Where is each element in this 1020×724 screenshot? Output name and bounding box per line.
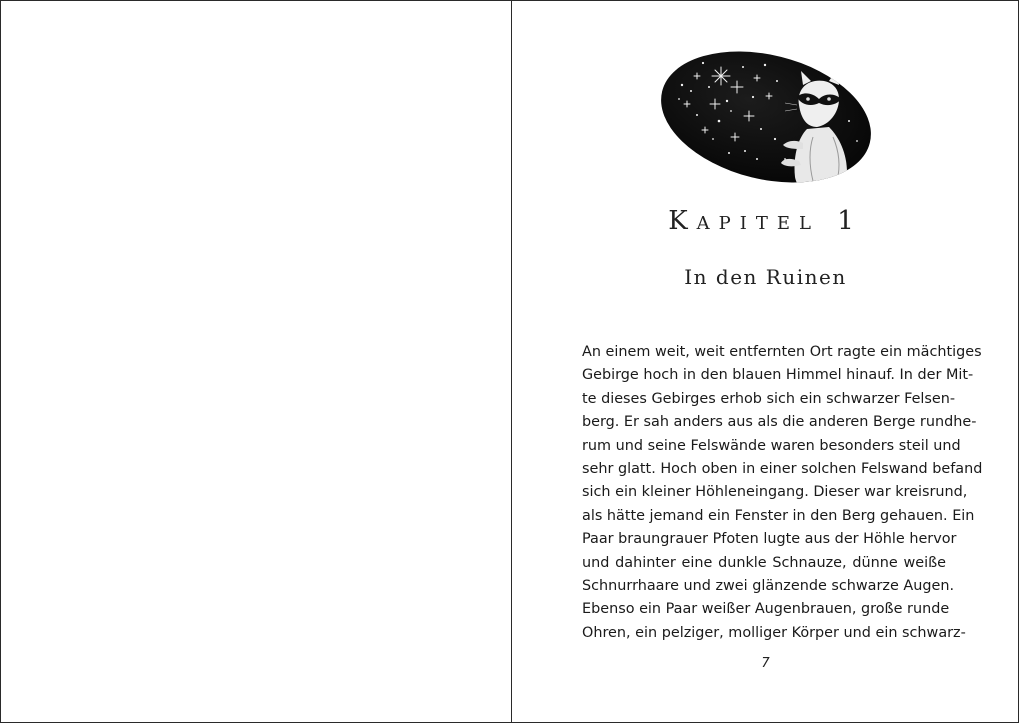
- text-line: und dahinter eine dunkle Schnauze, dünne weiße: [582, 554, 946, 571]
- text-line: berg. Er sah anders aus als die anderen Berge rundhe-: [582, 414, 977, 431]
- text-line: Paar braungrauer Pfoten lugte aus der Höhle hervor: [582, 531, 957, 548]
- page-number: 7: [761, 656, 770, 671]
- chapter-body-text: [582, 341, 983, 645]
- text-line: Gebirge hoch in den blauen Himmel hinauf. In der Mit-: [582, 367, 974, 384]
- text-line: sehr glatt. Hoch oben in einer solchen Felswand befand: [582, 460, 983, 477]
- text-line: sich ein kleiner Höhleneingang. Dieser war kreisrund,: [582, 484, 968, 501]
- raccoon-stars-illustration-icon: [657, 41, 875, 196]
- text-line: Schnurrhaare und zwei glänzende schwarze Augen.: [582, 577, 955, 594]
- text-line: als hätte jemand ein Fenster in den Berg gehauen. Ein: [582, 507, 975, 524]
- text-line: te dieses Gebirges erhob sich ein schwarzer Felsen-: [582, 390, 956, 407]
- left-page-blank: [1, 1, 511, 723]
- text-line: Ebenso ein Paar weißer Augenbrauen, große runde: [582, 601, 950, 618]
- chapter-label: Kapitel 1: [668, 206, 863, 236]
- text-line: An einem weit, weit entfernten Ort ragte ein mächtiges: [582, 344, 982, 360]
- chapter-title: In den Ruinen: [684, 265, 847, 289]
- right-page: [512, 1, 1019, 723]
- text-line: rum und seine Felswände waren besonders steil und: [582, 437, 961, 454]
- text-line: Ohren, ein pelziger, molliger Körper und ein schwarz-: [582, 624, 966, 641]
